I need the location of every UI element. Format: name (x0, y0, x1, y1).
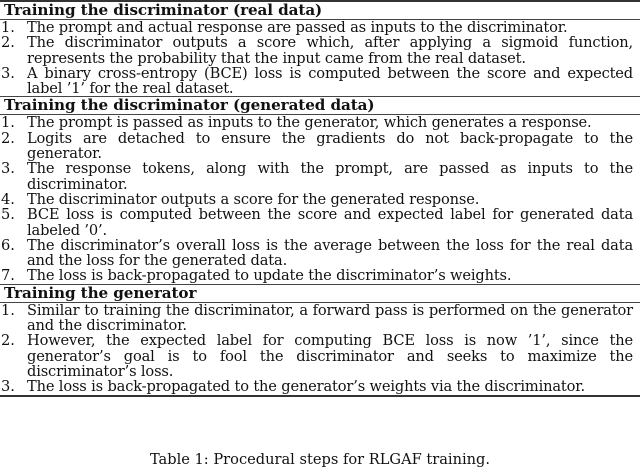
item-number: 3. (1, 378, 15, 396)
list-item (0, 20, 640, 35)
item-number: 3. (1, 160, 15, 178)
item-text: Logits are detached to ensure the gradients do not back-propagate to the generator. (27, 129, 633, 163)
item-number: 3. (1, 64, 15, 82)
list-item (0, 238, 640, 269)
item-text: The response tokens, along with the prompt, are passed as inputs to the discriminator. (27, 160, 633, 193)
section-real-data-list (0, 20, 640, 96)
list-item (0, 131, 640, 162)
item-text: The discriminator’s overall loss is the average between the loss for the real data and the loss for the generated data. (27, 236, 633, 270)
item-number: 5. (1, 206, 15, 224)
item-text: The prompt and actual response are passed as inputs to the discriminator. (27, 19, 568, 36)
section-generator-list (0, 303, 640, 395)
item-number: 1. (1, 114, 15, 132)
list-item (0, 333, 640, 379)
item-text: The discriminator outputs a score for the generated response. (27, 190, 480, 208)
list-item (0, 115, 640, 130)
list-item (0, 161, 640, 192)
list-item (0, 379, 640, 394)
section-generated-data-list (0, 115, 640, 283)
item-number: 1. (1, 301, 15, 319)
table-caption: Table 1: Procedural steps for RLGAF training. (149, 451, 491, 468)
item-number: 4. (1, 190, 15, 208)
item-number: 2. (1, 332, 15, 350)
list-item (0, 35, 640, 66)
item-number: 2. (1, 34, 15, 52)
section-title-generator: Training the generator (4, 283, 197, 302)
item-text: However, the expected label for computing BCE loss is now ’1’, since the generator’s goal is to fool the discriminator and seeks to maximize the discriminator’s loss. (27, 332, 633, 380)
list-item (0, 268, 640, 283)
item-text: BCE loss is computed between the score and expected label for generated data labeled ’0’. (27, 206, 633, 239)
item-text: Similar to training the discriminator, a forward pass is performed on the generator and the discriminator. (27, 301, 633, 335)
list-item (0, 66, 640, 97)
list-item (0, 303, 640, 334)
item-text: The discriminator outputs a score which, after applying a sigmoid function, represents the probability that the input came from the real dataset. (27, 34, 633, 67)
item-text: The loss is back-propagated to the generator’s weights via the discriminator. (27, 378, 585, 396)
item-text: The loss is back-propagated to update the discriminator’s weights. (27, 267, 512, 285)
item-number: 2. (1, 129, 15, 147)
item-text: The prompt is passed as inputs to the generator, which generates a response. (27, 114, 592, 132)
item-number: 7. (1, 267, 15, 285)
section-title-real-data: Training the discriminator (real data) (4, 1, 323, 19)
item-text: A binary cross-entropy (BCE) loss is computed between the score and expected label ’1’ for the real dataset. (27, 64, 633, 98)
section-title-generated-data: Training the discriminator (generated data) (4, 96, 375, 115)
list-item (0, 207, 640, 238)
item-number: 1. (1, 19, 15, 36)
list-item (0, 192, 640, 207)
item-number: 6. (1, 236, 15, 254)
